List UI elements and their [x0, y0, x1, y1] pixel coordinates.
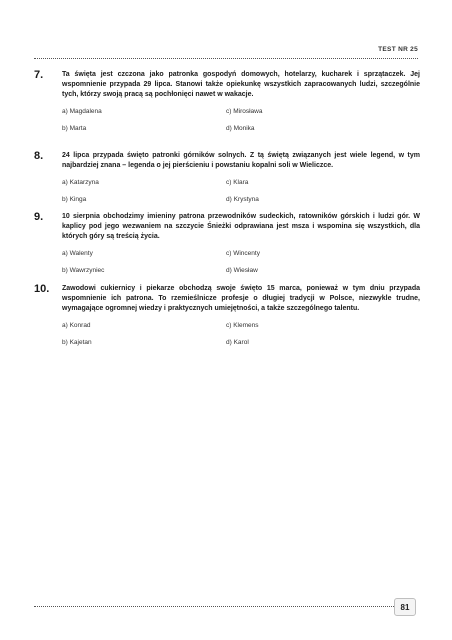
answer-options — [62, 250, 420, 275]
question-10 — [34, 284, 420, 347]
page-number-label: 81 — [400, 602, 410, 612]
question-number: 7. — [34, 69, 44, 81]
question-9 — [34, 212, 420, 275]
option-b: b) Wawrzyniec — [62, 267, 105, 274]
option-c: c) Klara — [226, 179, 249, 186]
question-7 — [34, 70, 420, 133]
option-a: a) Katarzyna — [62, 179, 99, 186]
question-8 — [34, 151, 420, 204]
option-b: b) Kinga — [62, 196, 87, 203]
option-c: c) Mirosława — [226, 108, 263, 115]
question-number: 10. — [34, 283, 50, 295]
question-number: 8. — [34, 150, 44, 162]
answer-options — [62, 179, 420, 204]
option-a: a) Walenty — [62, 250, 93, 257]
page-number — [394, 598, 416, 616]
footer-divider — [34, 606, 404, 607]
option-d: d) Karol — [226, 339, 249, 346]
answer-options — [62, 322, 420, 347]
option-d: d) Monika — [226, 125, 255, 132]
option-b: b) Kajetan — [62, 339, 92, 346]
question-text: 10 sierpnia obchodzimy imieniny patrona przewodników sudeckich, ratowników górskich i ludzi gór. W kaplicy pod jego wezwaniem na szczycie Śnieżki odprawiana jest msza i wspomina się wszystkich, dla których góry są treścią życia. — [62, 213, 420, 240]
option-b: b) Marta — [62, 125, 87, 132]
option-d: d) Wiesław — [226, 267, 258, 274]
question-number: 9. — [34, 211, 44, 223]
header-divider — [34, 58, 418, 59]
answer-options — [62, 108, 420, 133]
question-text: 24 lipca przypada święto patronki górników solnych. Z tą świętą związanych jest wiele legend, w tym najbardziej znana – legenda o jej pierścieniu i powstaniu kopalni soli w Wieliczce. — [62, 152, 420, 169]
test-label: TEST NR 25 — [378, 46, 418, 53]
option-c: c) Wincenty — [226, 250, 260, 257]
option-d: d) Krystyna — [226, 196, 259, 203]
option-a: a) Magdalena — [62, 108, 102, 115]
option-a: a) Konrad — [62, 322, 91, 329]
option-c: c) Klemens — [226, 322, 259, 329]
question-text: Ta święta jest czczona jako patronka gospodyń domowych, hotelarzy, kucharek i sprzątaczek. Jej wspomnienie przypada 29 lipca. Stanowi także opiekunkę wszystkich zapracowanych ludzi, szczególnie tych, którzy swoją pracą są pochłonięci nawet w wakacje. — [62, 71, 420, 98]
question-text: Zawodowi cukiernicy i piekarze obchodzą swoje święto 15 marca, ponieważ w tym dniu przypada wspomnienie ich patrona. To rzemieślnicze profesje o długiej tradycji w Polsce, niezwykle trudne, wymagające ogromnej wiedzy i praktycznych umiejętności, a także szczególnego talentu. — [62, 285, 420, 312]
